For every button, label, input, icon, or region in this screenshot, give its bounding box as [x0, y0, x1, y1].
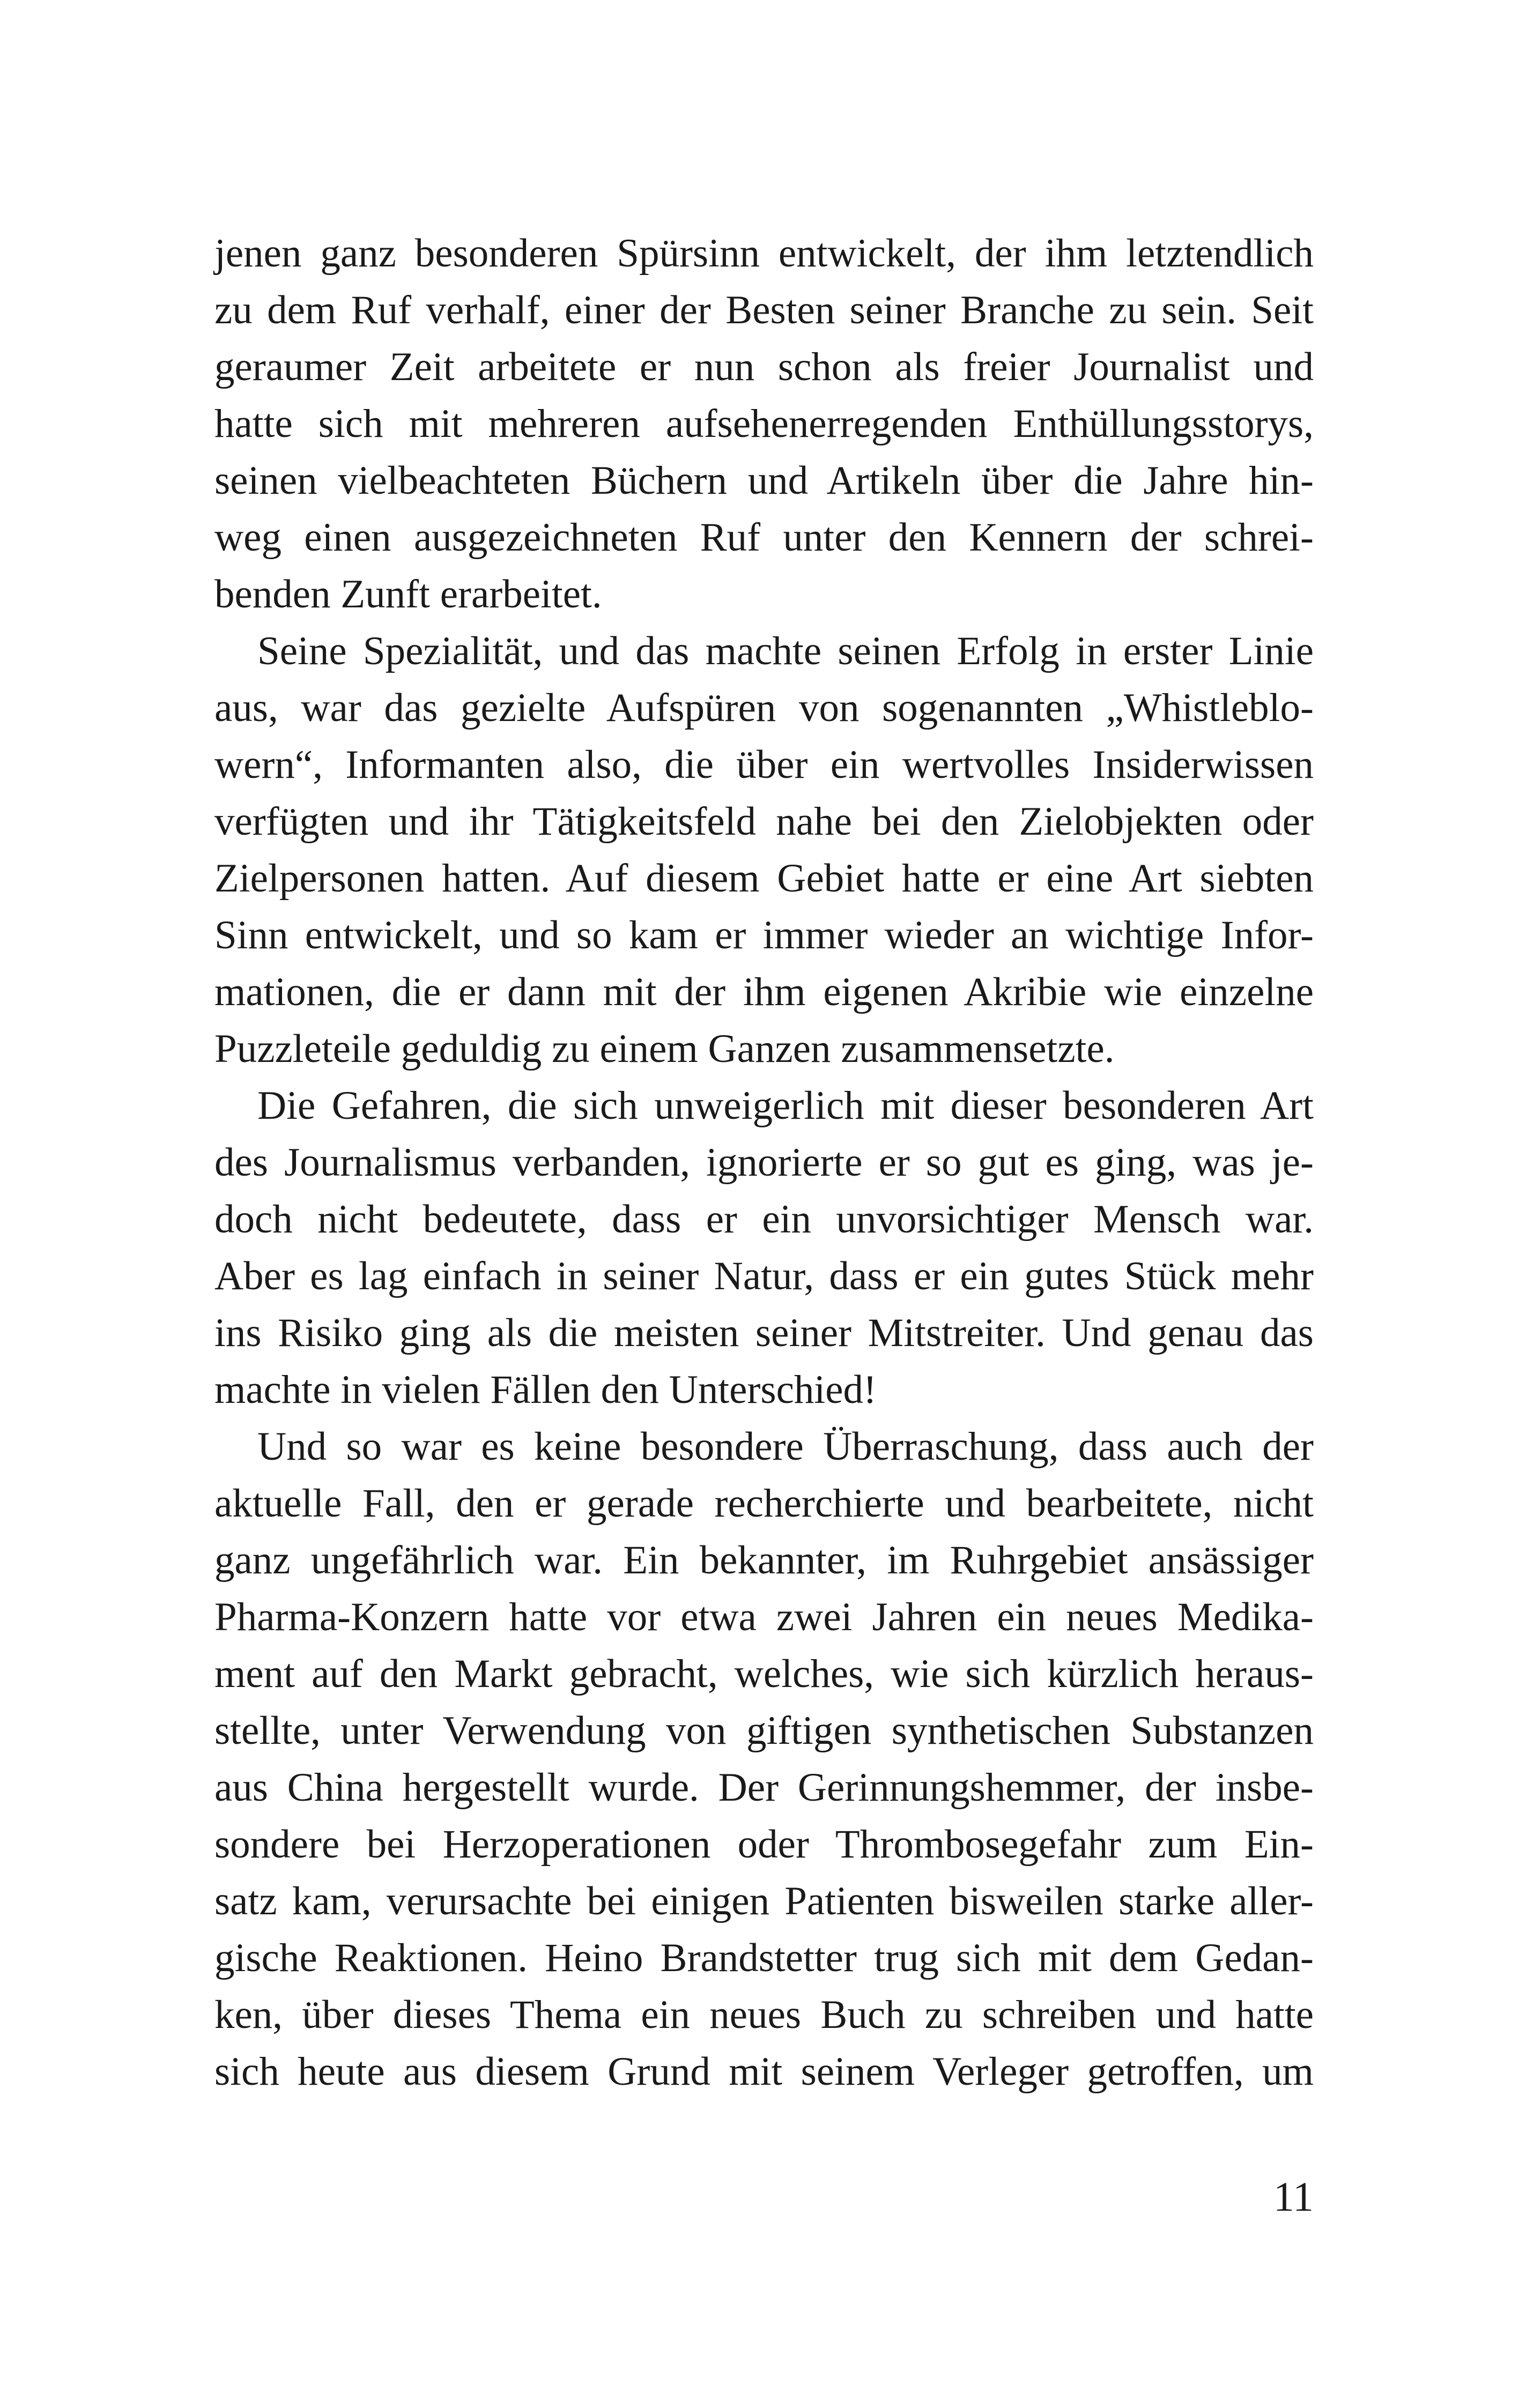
- text-line: verfügten und ihr Tätigkeitsfeld nahe bei den Zielobjekten oder: [214, 799, 1314, 844]
- text-line: satz kam, verursachte bei einigen Patienten bisweilen starke aller-: [214, 1879, 1314, 1923]
- text-line: machte in vielen Fällen den Unterschied!: [214, 1367, 877, 1412]
- text-line: doch nicht bedeutete, dass er ein unvorsichtiger Mensch war.: [214, 1197, 1314, 1242]
- text-line: Sinn entwickelt, und so kam er immer wieder an wichtige Infor-: [214, 913, 1314, 957]
- text-line: aktuelle Fall, den er gerade recherchierte und bearbeitete, nicht: [214, 1481, 1314, 1526]
- text-line: geraumer Zeit arbeitete er nun schon als freier Journalist und: [214, 345, 1314, 389]
- text-line: Pharma-Konzern hatte vor etwa zwei Jahren ein neues Medika-: [214, 1595, 1314, 1639]
- text-line: ganz ungefährlich war. Ein bekannter, im Ruhrgebiet ansässiger: [214, 1538, 1314, 1582]
- text-line: zu dem Ruf verhalf, einer der Besten seiner Branche zu sein. Seit: [214, 288, 1314, 332]
- text-line: ken, über dieses Thema ein neues Buch zu schreiben und hatte: [214, 1993, 1314, 2037]
- text-line: Und so war es keine besondere Überraschung, dass auch der: [257, 1424, 1314, 1469]
- text-line: Puzzleteile geduldig zu einem Ganzen zusammensetzte.: [214, 1027, 1115, 1071]
- text-line: Aber es lag einfach in seiner Natur, dass er ein gutes Stück mehr: [214, 1254, 1314, 1298]
- page-number: 11: [1273, 2173, 1314, 2220]
- text-line: gische Reaktionen. Heino Brandstetter trug sich mit dem Gedan-: [214, 1936, 1314, 1980]
- text-line: des Journalismus verbanden, ignorierte er so gut es ging, was je-: [214, 1140, 1314, 1185]
- text-line: aus, war das gezielte Aufspüren von sogenannten „Whistleblo-: [214, 686, 1314, 730]
- text-line: mationen, die er dann mit der ihm eigenen Akribie wie einzelne: [214, 970, 1314, 1014]
- text-line: jenen ganz besonderen Spürsinn entwickelt, der ihm letztendlich: [214, 231, 1314, 276]
- text-line: benden Zunft erarbeitet.: [214, 572, 602, 616]
- text-line: seinen vielbeachteten Büchern und Artikeln über die Jahre hin-: [214, 458, 1314, 503]
- text-line: sondere bei Herzoperationen oder Thrombosegefahr zum Ein-: [214, 1822, 1314, 1867]
- body-text: [214, 225, 1314, 2100]
- text-line: Seine Spezialität, und das machte seinen Erfolg in erster Linie: [257, 629, 1314, 673]
- text-line: Die Gefahren, die sich unweigerlich mit dieser besonderen Art: [257, 1083, 1314, 1128]
- text-line: sich heute aus diesem Grund mit seinem Verleger getroffen, um: [214, 2049, 1314, 2094]
- text-line: stellte, unter Verwendung von giftigen synthetischen Substanzen: [214, 1708, 1314, 1753]
- text-line: weg einen ausgezeichneten Ruf unter den Kennern der schrei-: [214, 515, 1314, 560]
- text-line: Zielpersonen hatten. Auf diesem Gebiet hatte er eine Art siebten: [214, 856, 1314, 901]
- text-line: ment auf den Markt gebracht, welches, wie sich kürzlich heraus-: [214, 1652, 1314, 1696]
- text-line: aus China hergestellt wurde. Der Gerinnungshemmer, der insbe-: [214, 1765, 1314, 1810]
- text-line: wern“, Informanten also, die über ein wertvolles Insiderwissen: [214, 742, 1314, 787]
- text-line: hatte sich mit mehreren aufsehenerregenden Enthüllungsstorys,: [214, 402, 1314, 446]
- text-line: ins Risiko ging als die meisten seiner Mitstreiter. Und genau das: [214, 1311, 1314, 1355]
